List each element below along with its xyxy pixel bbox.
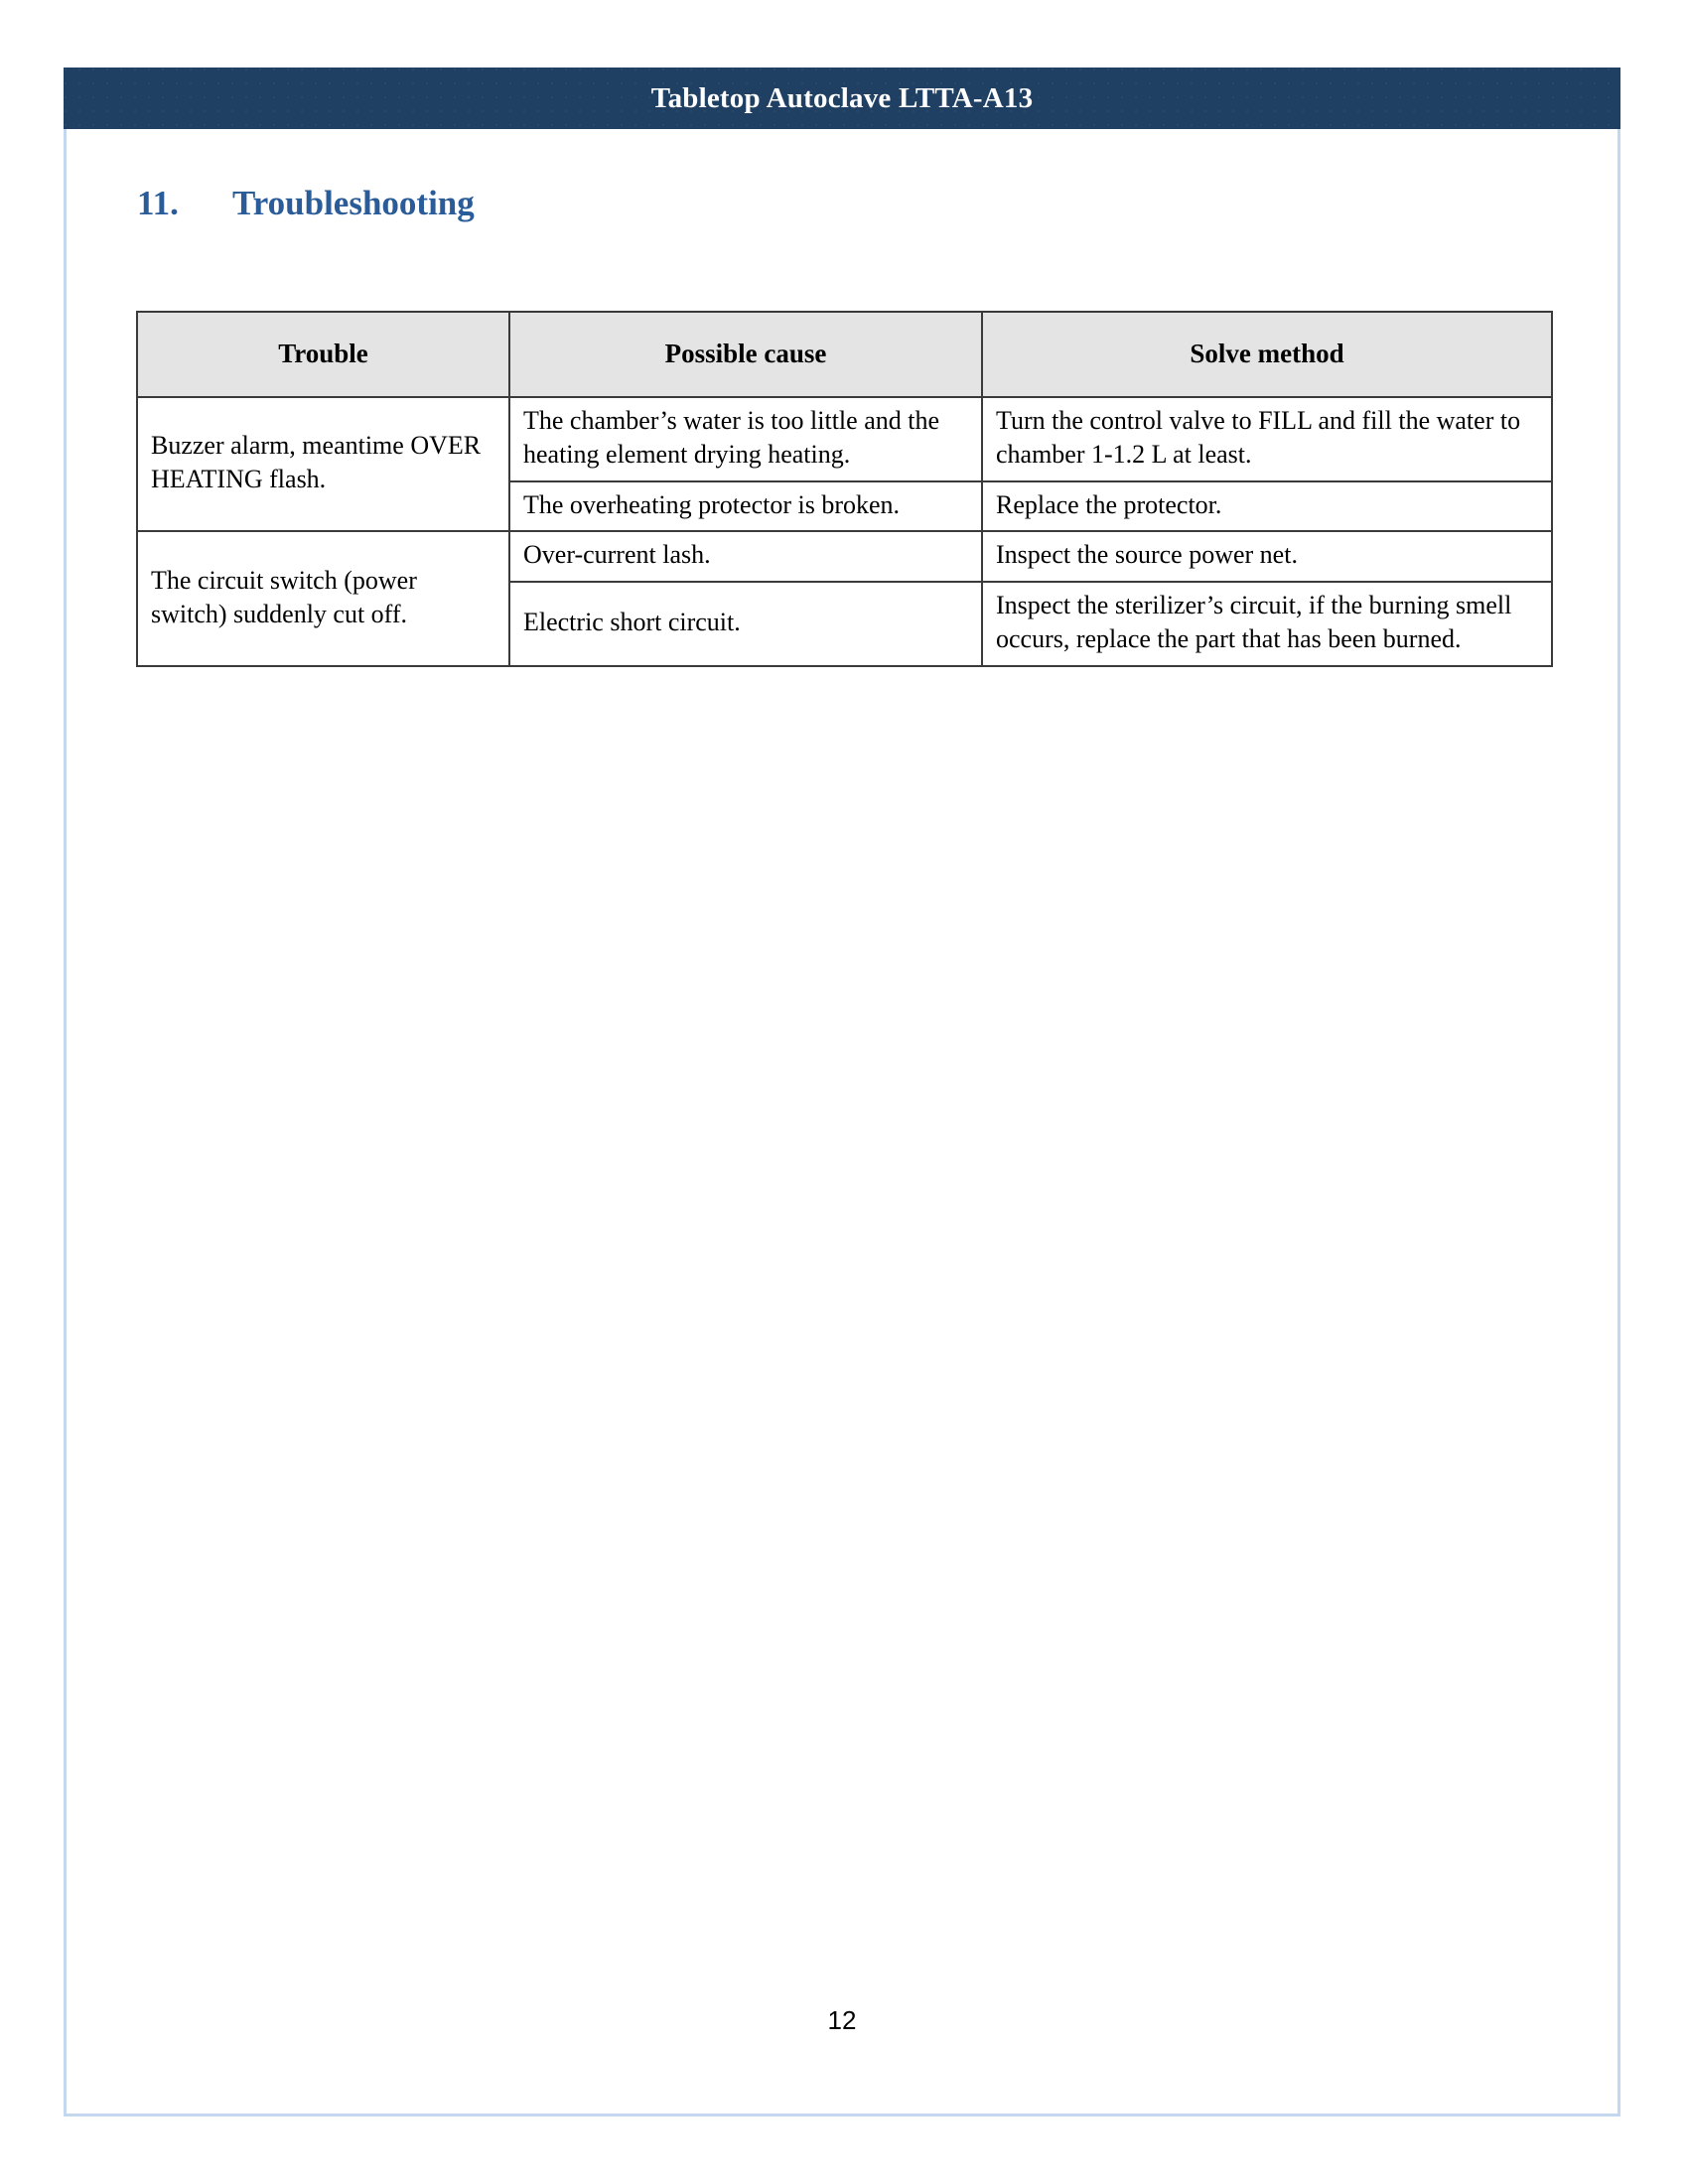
column-header-trouble: Trouble <box>137 312 509 397</box>
table-header <box>137 312 1552 397</box>
column-header-solve-method: Solve method <box>982 312 1552 397</box>
document-title: Tabletop Autoclave LTTA-A13 <box>650 81 1034 114</box>
cell-solve-method: Turn the control valve to FILL and fill the water to chamber 1-1.2 L at least. <box>982 397 1552 481</box>
cell-trouble: The circuit switch (power switch) suddenly cut off. <box>137 531 509 666</box>
cell-possible-cause: Electric short circuit. <box>509 582 982 666</box>
cell-solve-method: Inspect the sterilizer’s circuit, if the burning smell occurs, replace the part that has been burned. <box>982 582 1552 666</box>
table-header-row <box>137 312 1552 397</box>
table-row <box>137 531 1552 582</box>
cell-solve-method: Replace the protector. <box>982 481 1552 532</box>
cell-possible-cause: Over-current lash. <box>509 531 982 582</box>
footer-page-number <box>64 2005 1620 2036</box>
cell-trouble: Buzzer alarm, meantime OVER HEATING flash. <box>137 397 509 532</box>
section-title: Troubleshooting <box>232 184 475 222</box>
troubleshooting-table <box>136 311 1553 667</box>
page-content <box>64 129 1620 667</box>
table-row <box>137 397 1552 481</box>
column-header-possible-cause: Possible cause <box>509 312 982 397</box>
page-number-value: 12 <box>827 2005 857 2035</box>
cell-solve-method: Inspect the source power net. <box>982 531 1552 582</box>
table-body <box>137 397 1552 666</box>
section-number: 11. <box>137 184 179 222</box>
cell-possible-cause: The chamber’s water is too little and the heating element drying heating. <box>509 397 982 481</box>
troubleshooting-table-wrapper <box>64 223 1620 667</box>
cell-possible-cause: The overheating protector is broken. <box>509 481 982 532</box>
section-heading <box>64 129 1620 223</box>
document-header-bar <box>64 68 1620 129</box>
